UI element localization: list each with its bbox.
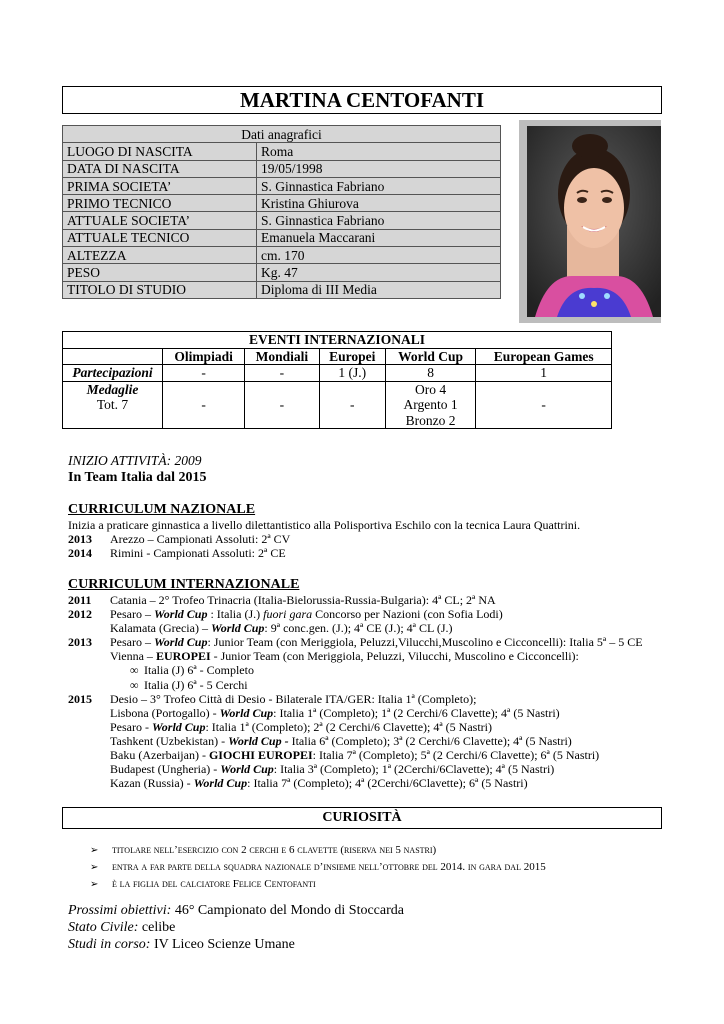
entry-text: : Junior Team (con Meriggiola, Peluzzi,Vilucchi,Muscolino e Cicconcelli): Italia 5ª – 5 CE bbox=[207, 635, 643, 650]
row-value: S. Ginnastica Fabriano bbox=[257, 177, 501, 194]
curiosity-title-box bbox=[62, 807, 662, 829]
list-item bbox=[90, 842, 546, 859]
list-item bbox=[68, 762, 668, 776]
table-header-row bbox=[63, 332, 612, 349]
table-cell: 1 (J.) bbox=[319, 365, 385, 382]
curiosity-title: CURIOSITÀ bbox=[322, 810, 402, 825]
row-key: LUOGO DI NASCITA bbox=[63, 143, 257, 160]
column-header: Europei bbox=[319, 348, 385, 365]
national-intro: Inizia a praticare ginnastica a livello dilettantistico alla Polisportiva Eschilo con la tecnica Laura Quattrini. bbox=[68, 518, 581, 532]
row-key: PRIMA SOCIETA’ bbox=[63, 177, 257, 194]
curiosity-text: entra a far parte della squadra nazionale d’insieme nell’ottobre del 2014. in gara dal 2015 bbox=[112, 861, 546, 873]
table-row bbox=[63, 160, 501, 177]
medals-label: Medaglie bbox=[86, 381, 139, 397]
table-row bbox=[63, 381, 612, 429]
curiosity-text: titolare nell’esercizio con 2 cerchi e 6 clavette (riserva nei 5 nastri) bbox=[112, 844, 437, 856]
column-header-row bbox=[63, 348, 612, 365]
list-item bbox=[90, 859, 546, 876]
row-key: ATTUALE SOCIETA’ bbox=[63, 212, 257, 229]
table-cell: - bbox=[163, 365, 245, 382]
row-key: ATTUALE TECNICO bbox=[63, 229, 257, 246]
row-value: S. Ginnastica Fabriano bbox=[257, 212, 501, 229]
row-value: Kristina Ghiurova bbox=[257, 195, 501, 212]
table-cell: - bbox=[163, 381, 245, 429]
field-label: Studi in corso: bbox=[68, 937, 151, 952]
gold-medals: Oro 4 bbox=[415, 381, 447, 397]
arrow-bullet-icon: ➢ bbox=[90, 845, 99, 856]
year: 2014 bbox=[68, 546, 92, 561]
event-name: World Cup bbox=[152, 719, 206, 734]
list-item bbox=[68, 692, 668, 706]
athlete-photo bbox=[527, 126, 661, 317]
event-name: GIOCHI EUROPEI bbox=[208, 748, 313, 763]
entry-text: : 9ª conc.gen. (J.); 4ª CE (J.); 4ª CL (J.) bbox=[264, 621, 453, 636]
table-row bbox=[63, 195, 501, 212]
column-header: World Cup bbox=[385, 348, 475, 365]
curiosity-list bbox=[90, 842, 546, 893]
entry-text: Kazan (Russia) - bbox=[110, 776, 194, 791]
row-key: ALTEZZA bbox=[63, 247, 257, 264]
event-name: World Cup bbox=[219, 705, 274, 720]
row-label: Partecipazioni bbox=[63, 365, 163, 382]
entry-text: : Italia 7ª (Completo); 5ª (2 Cerchi/6 Clavette); 6ª (5 Nastri) bbox=[312, 748, 600, 763]
row-key: PRIMO TECNICO bbox=[63, 195, 257, 212]
entry-text: Budapest (Ungheria) - bbox=[110, 762, 221, 777]
row-label bbox=[63, 381, 163, 429]
row-key: DATA DI NASCITA bbox=[63, 160, 257, 177]
list-item bbox=[68, 546, 668, 560]
page-title bbox=[62, 86, 662, 114]
table-row bbox=[63, 365, 612, 382]
row-value: Diploma di III Media bbox=[257, 281, 501, 298]
table-row bbox=[63, 247, 501, 264]
arrow-bullet-icon: ➢ bbox=[90, 862, 99, 873]
row-value: Roma bbox=[257, 143, 501, 160]
portrait-illustration bbox=[527, 126, 661, 317]
row-value: cm. 170 bbox=[257, 247, 501, 264]
year: 2015 bbox=[68, 691, 92, 706]
entry-text: Italia (J) 6ª - Completo bbox=[144, 663, 254, 678]
table-row bbox=[63, 264, 501, 281]
international-events-table bbox=[62, 331, 612, 429]
field-label: Prossimi obiettivi: bbox=[68, 903, 172, 918]
entry-text: : Italia 1ª (Completo); 1ª (2 Cerchi/6 Clavette); 4ª (5 Nastri) bbox=[273, 705, 560, 720]
entry-text: Kalamata (Grecia) – bbox=[110, 621, 211, 636]
current-studies bbox=[68, 936, 404, 953]
entry-text: Concorso per Nazioni (con Sofia Lodi) bbox=[312, 607, 503, 622]
silver-medals: Argento 1 bbox=[403, 397, 458, 412]
event-name: World Cup bbox=[220, 762, 274, 777]
list-item bbox=[68, 532, 668, 546]
table-title: EVENTI INTERNAZIONALI bbox=[63, 332, 612, 349]
next-goals bbox=[68, 902, 404, 919]
entry-text: Pesaro - bbox=[110, 719, 152, 734]
field-value: celibe bbox=[138, 920, 176, 935]
event-name: World Cup bbox=[154, 607, 208, 622]
table-row bbox=[63, 143, 501, 160]
entry-text: Lisbona (Portogallo) - bbox=[110, 705, 220, 720]
entry-text: Italia (J) 6ª - 5 Cerchi bbox=[144, 677, 248, 692]
entry-text: Pesaro – bbox=[110, 635, 154, 650]
entry-text: Pesaro – bbox=[110, 607, 154, 622]
team-italia: In Team Italia dal 2015 bbox=[68, 470, 207, 485]
list-item bbox=[68, 621, 668, 635]
bronze-medals: Bronzo 2 bbox=[405, 412, 456, 428]
curiosity-text: è la figlia del calciatore Felice Centofanti bbox=[112, 878, 316, 890]
year: 2012 bbox=[68, 607, 92, 622]
entry-text: : Italia (J.) bbox=[207, 607, 264, 622]
row-key: PESO bbox=[63, 264, 257, 281]
list-item bbox=[68, 776, 668, 790]
entry-text: : Italia 3ª (Completo); 1ª (2Cerchi/6Clavette); 4ª (5 Nastri) bbox=[273, 762, 555, 777]
infinity-bullet-icon: ∞ bbox=[130, 663, 139, 678]
event-name: EUROPEI bbox=[155, 649, 211, 664]
table-header-row bbox=[63, 126, 501, 143]
list-item bbox=[90, 876, 546, 893]
list-item bbox=[68, 663, 668, 677]
entry-text: : Italia 7ª (Completo); 4ª (2Cerchi/6Clavette); 6ª (5 Nastri) bbox=[247, 776, 528, 791]
entry-text: - Junior Team (con Meriggiola, Peluzzi, Vilucchi, Muscolino e Cicconcelli): bbox=[210, 649, 579, 664]
list-item bbox=[68, 607, 668, 621]
marital-status bbox=[68, 919, 404, 936]
year: 2013 bbox=[68, 532, 92, 547]
athlete-name: MARTINA CENTOFANTI bbox=[239, 87, 485, 112]
national-curriculum bbox=[68, 518, 668, 560]
start-activity: INIZIO ATTIVITÀ: 2009 bbox=[68, 453, 202, 468]
international-curriculum-title: CURRICULUM INTERNAZIONALE bbox=[68, 577, 300, 592]
row-key: TITOLO DI STUDIO bbox=[63, 281, 257, 298]
list-item bbox=[68, 748, 668, 762]
list-item bbox=[68, 678, 668, 692]
list-item bbox=[68, 593, 668, 607]
entry-text: Catania – 2° Trofeo Trinacria (Italia-Bielorussia-Russia-Bulgaria): 4ª CL; 2ª NA bbox=[110, 593, 496, 607]
row-value: Kg. 47 bbox=[257, 264, 501, 281]
international-curriculum bbox=[68, 593, 668, 790]
list-item bbox=[68, 720, 668, 734]
table-row bbox=[63, 177, 501, 194]
year: 2013 bbox=[68, 635, 92, 650]
table-cell: - bbox=[319, 381, 385, 429]
entry-text: Italia 6ª (Completo); 3ª (2 Cerchi/6 Clavette); 4ª (5 Nastri) bbox=[288, 733, 572, 748]
table-row bbox=[63, 212, 501, 229]
column-header: Mondiali bbox=[245, 348, 319, 365]
entry-text: Arezzo – Campionati Assoluti: 2ª CV bbox=[110, 532, 291, 547]
personal-data-table bbox=[62, 125, 501, 299]
entry-note: fuori gara bbox=[263, 607, 313, 622]
table-cell: 8 bbox=[385, 365, 475, 382]
list-item bbox=[68, 734, 668, 748]
arrow-bullet-icon: ➢ bbox=[90, 879, 99, 890]
table-cell: - bbox=[245, 381, 319, 429]
year: 2011 bbox=[68, 593, 92, 607]
entry-text: Baku (Azerbaijan) - bbox=[110, 748, 209, 763]
column-header: European Games bbox=[476, 348, 612, 365]
event-name: World Cup bbox=[193, 776, 248, 791]
table-cell: 1 bbox=[476, 365, 612, 382]
table-cell: - bbox=[476, 381, 612, 429]
field-value: IV Liceo Scienze Umane bbox=[150, 937, 295, 952]
field-value: 46° Campionato del Mondo di Stoccarda bbox=[171, 903, 404, 918]
medals-total: Tot. 7 bbox=[96, 397, 129, 412]
table-cell bbox=[385, 381, 475, 429]
event-name: World Cup bbox=[210, 621, 265, 636]
entry-text: Rimini - Campionati Assoluti: 2ª CE bbox=[110, 546, 286, 561]
table-header: Dati anagrafici bbox=[63, 126, 501, 143]
footer-info bbox=[68, 902, 404, 953]
entry-text: Vienna – bbox=[110, 649, 156, 664]
entry-text: Tashkent (Uzbekistan) - bbox=[110, 733, 229, 748]
column-header: Olimpiadi bbox=[163, 348, 245, 365]
event-name: World Cup - bbox=[228, 733, 289, 748]
table-row bbox=[63, 281, 501, 298]
field-label: Stato Civile: bbox=[68, 920, 139, 935]
table-cell: - bbox=[245, 365, 319, 382]
empty-cell bbox=[63, 348, 163, 365]
list-item bbox=[68, 706, 668, 720]
infinity-bullet-icon: ∞ bbox=[130, 677, 139, 692]
row-value: 19/05/1998 bbox=[257, 160, 501, 177]
event-name: World Cup bbox=[154, 635, 208, 650]
entry-text: : Italia 1ª (Completo); 2ª (2 Cerchi/6 Clavette); 4ª (5 Nastri) bbox=[205, 719, 492, 734]
row-value: Emanuela Maccarani bbox=[257, 229, 501, 246]
national-curriculum-title: CURRICULUM NAZIONALE bbox=[68, 502, 256, 517]
list-item bbox=[68, 649, 668, 663]
table-row bbox=[63, 229, 501, 246]
list-item bbox=[68, 635, 668, 649]
entry-text: Desio – 3° Trofeo Città di Desio - Bilaterale ITA/GER: Italia 1ª (Completo); bbox=[110, 691, 477, 706]
